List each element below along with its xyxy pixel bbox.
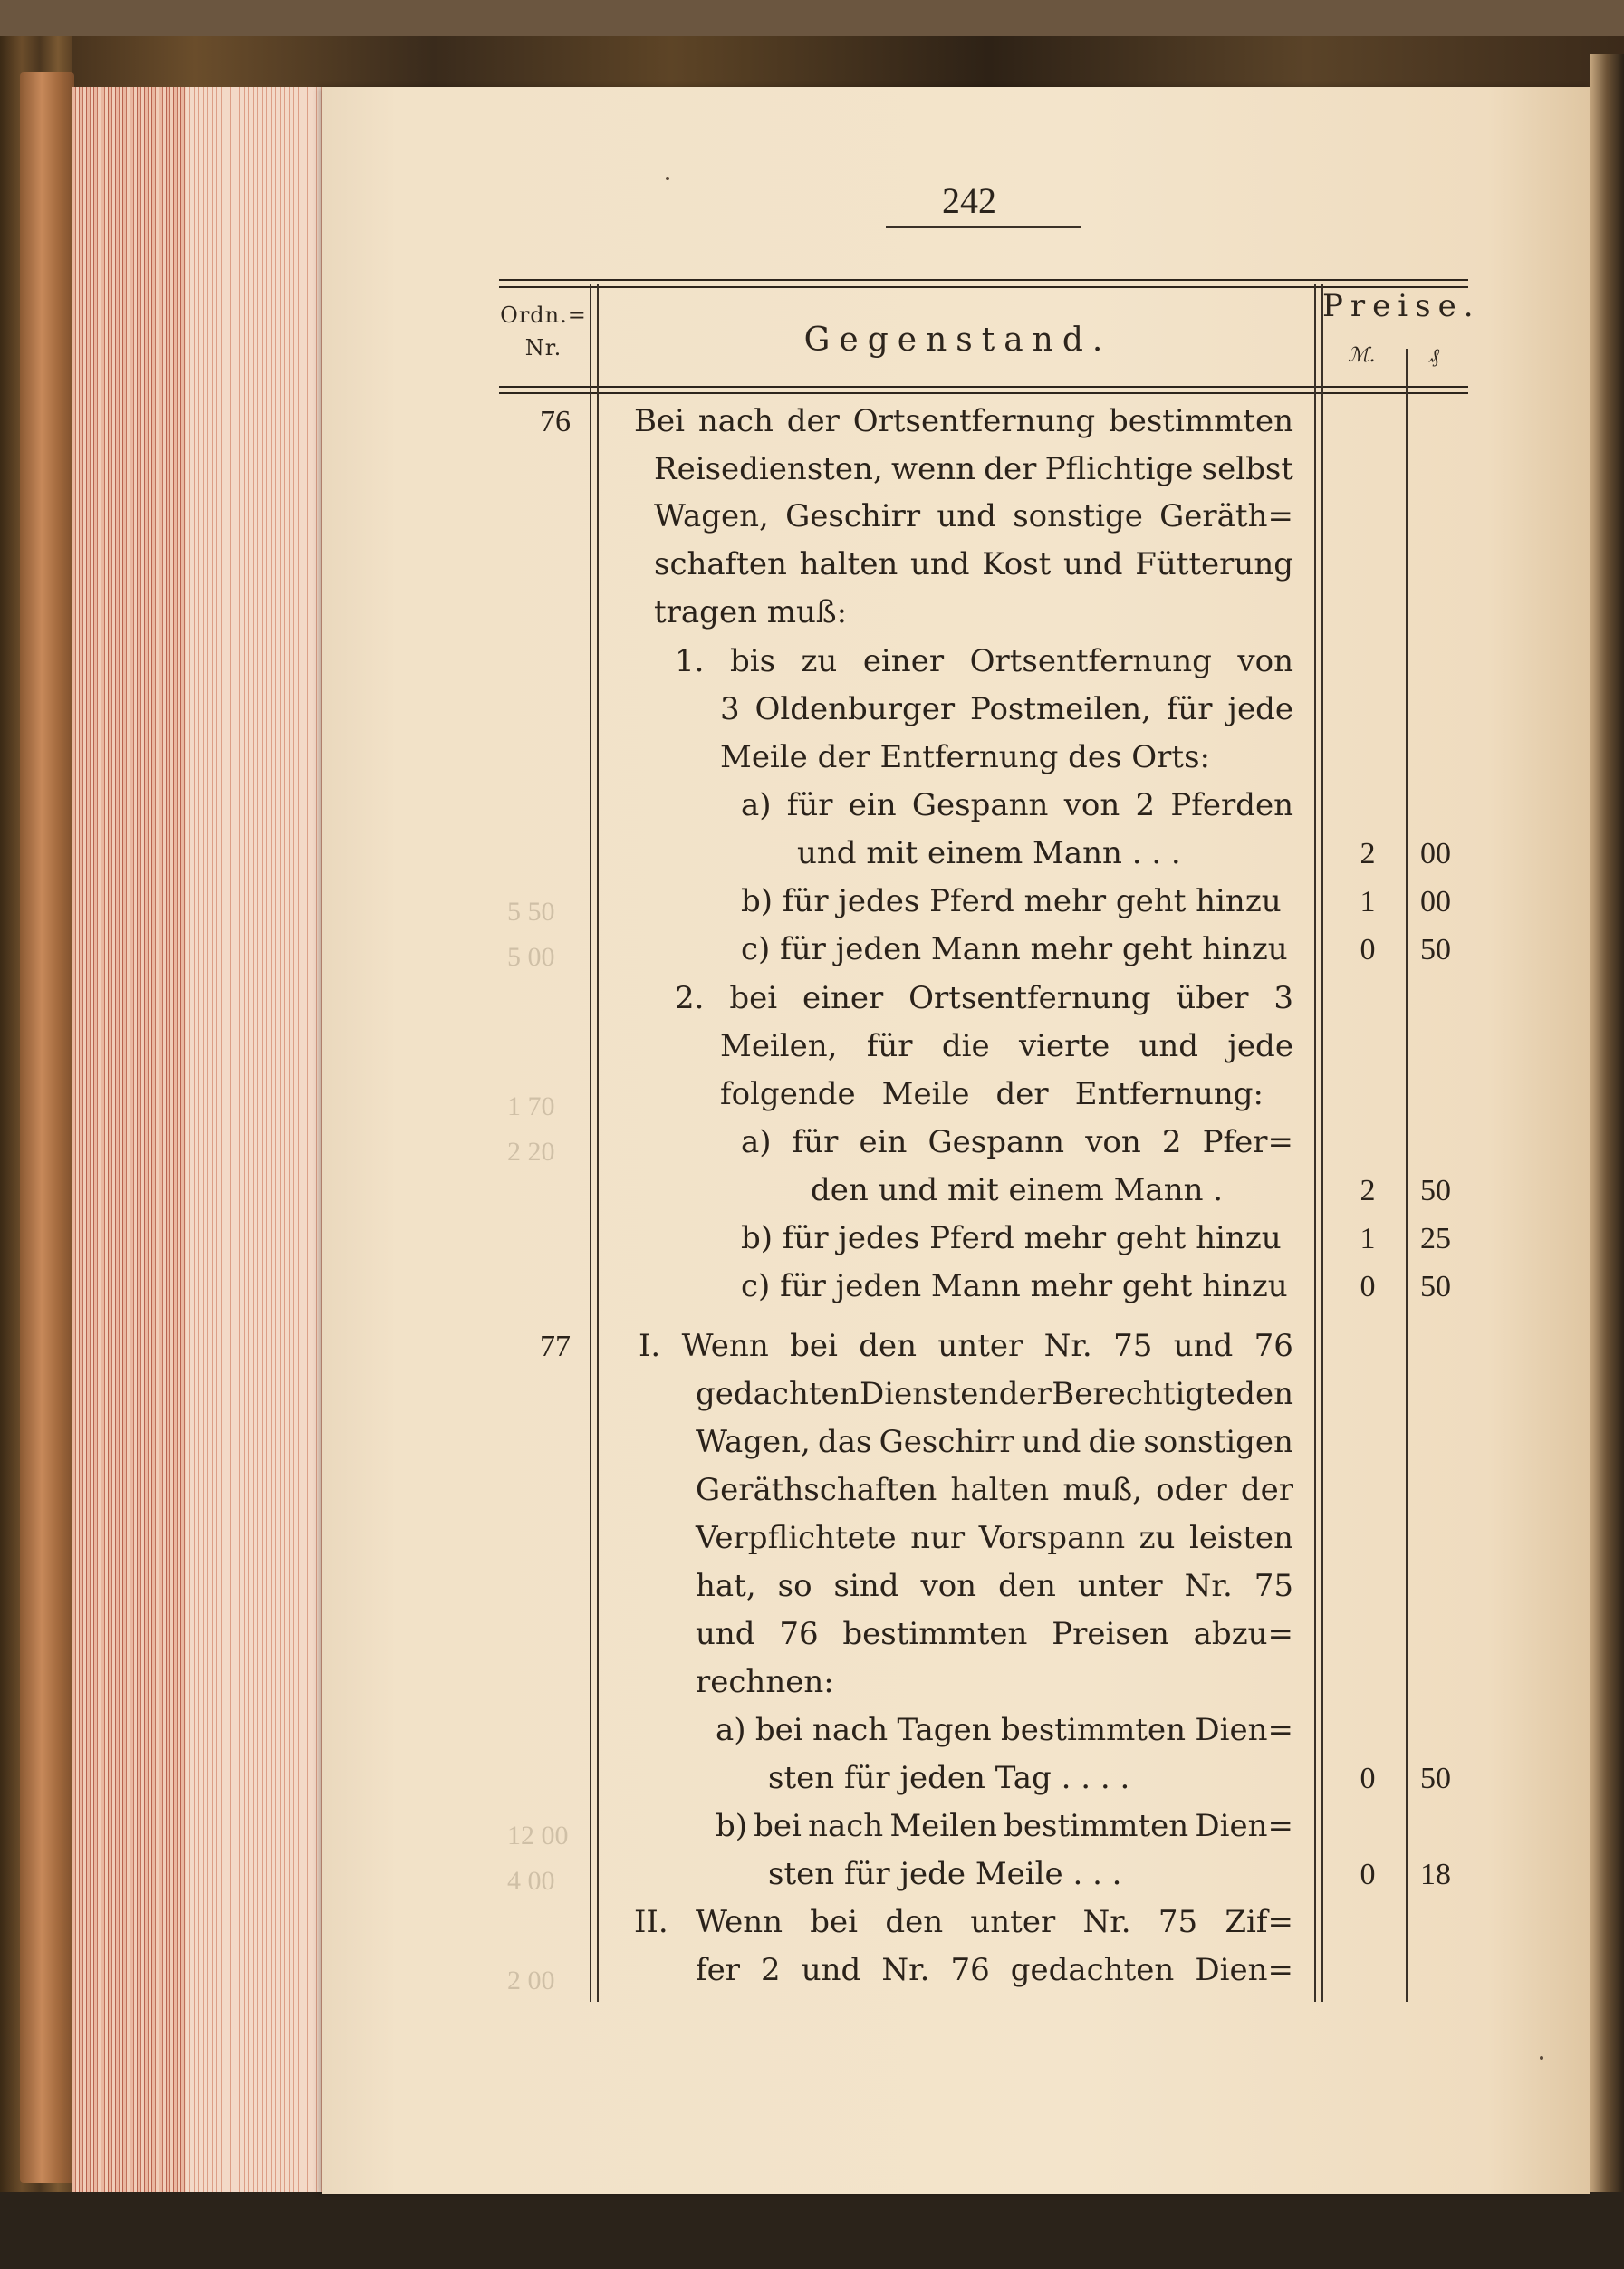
entry-76-item2-a-cont: den und mit einem Mann . bbox=[811, 1172, 1224, 1208]
entry-76-item2-c: c) für jeden Mann mehr geht hinzu bbox=[741, 1268, 1288, 1304]
entry-number-76: 76 bbox=[540, 405, 571, 438]
entry-number-77: 77 bbox=[540, 1330, 571, 1363]
header-ordn-nr bbox=[499, 299, 588, 364]
show-through: 5 00 bbox=[507, 942, 555, 972]
show-through: 2 20 bbox=[507, 1137, 555, 1167]
entry-77-line: Geräthschaften halten muß, oder der bbox=[696, 1472, 1293, 1508]
entry-77-line: und 76 bestimmten Preisen abzu= bbox=[696, 1616, 1293, 1652]
price-mark: 2 bbox=[1360, 1174, 1376, 1207]
header-pfennig: ₰ bbox=[1429, 345, 1439, 368]
price-pfennig: 50 bbox=[1420, 933, 1451, 966]
price-pfennig: 00 bbox=[1420, 885, 1451, 918]
entry-76-item1-line: 1. bis zu einer Ortsentfernung von bbox=[675, 643, 1293, 679]
entry-76-item1-b: b) für jedes Pferd mehr geht hinzu bbox=[741, 883, 1282, 919]
entry-77-line: Wagen, das Geschirr und die sonstigen bbox=[696, 1424, 1293, 1460]
show-through: 2 00 bbox=[507, 1966, 555, 1995]
entry-76-item1-a-cont: und mit einem Mann . . . bbox=[797, 835, 1181, 871]
price-mark: 0 bbox=[1360, 933, 1376, 966]
column-divider-ordn bbox=[590, 284, 599, 2002]
price-mark: 1 bbox=[1360, 885, 1376, 918]
entry-76-item2-line: folgende Meile der Entfernung: bbox=[720, 1076, 1264, 1112]
entry-77-line: Verpflichtete nur Vorspann zu leisten bbox=[696, 1520, 1293, 1556]
entry-76-item2-line: 2. bei einer Ortsentfernung über 3 bbox=[675, 980, 1293, 1016]
entry-77-line: rechnen: bbox=[696, 1664, 834, 1700]
show-through: 1 70 bbox=[507, 1091, 555, 1121]
entry-77-line: hat, so sind von den unter Nr. 75 bbox=[696, 1568, 1293, 1604]
book-right-edge bbox=[1590, 54, 1624, 2210]
entry-76-line: tragen muß: bbox=[654, 594, 848, 630]
entry-77-a: a) bei nach Tagen bestimmten Dien= bbox=[716, 1712, 1293, 1748]
book-bottom bbox=[0, 2192, 1624, 2269]
price-mark: 0 bbox=[1360, 1270, 1376, 1303]
entry-77-line: gedachten Diensten der Berechtigte den bbox=[696, 1376, 1293, 1412]
entry-77-b-cont: sten für jede Meile . . . bbox=[768, 1856, 1122, 1892]
entry-77-line: I. Wenn bei den unter Nr. 75 und 76 bbox=[639, 1328, 1293, 1364]
header-mark: ℳ. bbox=[1348, 344, 1376, 367]
show-through: 5 50 bbox=[507, 897, 555, 927]
entry-77-ii: II. Wenn bei den unter Nr. 75 Zif= bbox=[634, 1904, 1293, 1940]
entry-76-item2-line: Meilen, für die vierte und jede bbox=[720, 1028, 1293, 1064]
show-through: 12 00 bbox=[507, 1821, 569, 1851]
entry-76-line: Reisediensten, wenn der Pflichtige selbst bbox=[654, 451, 1293, 487]
price-pfennig: 25 bbox=[1420, 1222, 1451, 1255]
page-edges-inner bbox=[186, 87, 326, 2196]
column-divider-preise bbox=[1314, 284, 1323, 2002]
price-pfennig: 18 bbox=[1420, 1858, 1451, 1891]
entry-77-ii-cont: fer 2 und Nr. 76 gedachten Dien= bbox=[696, 1952, 1293, 1988]
entry-76-line: Wagen, Geschirr und sonstige Geräth= bbox=[654, 498, 1293, 534]
entry-76-item2-b: b) für jedes Pferd mehr geht hinzu bbox=[741, 1220, 1282, 1256]
entry-77-b: b) bei nach Meilen bestimmten Dien= bbox=[716, 1808, 1293, 1844]
entry-76-item2-a: a) für ein Gespann von 2 Pfer= bbox=[741, 1124, 1293, 1160]
price-mark: 2 bbox=[1360, 837, 1376, 870]
page-speck bbox=[666, 177, 669, 180]
header-ordn-line2: Nr. bbox=[524, 335, 562, 361]
price-pfennig: 50 bbox=[1420, 1174, 1451, 1207]
column-divider-pf bbox=[1406, 349, 1408, 2002]
page-speck bbox=[1540, 2056, 1543, 2060]
book-spine-leather bbox=[20, 72, 74, 2183]
price-mark: 1 bbox=[1360, 1222, 1376, 1255]
entry-76-item1-line: Meile der Entfernung des Orts: bbox=[720, 739, 1210, 775]
page-number: 242 bbox=[942, 180, 996, 221]
entry-76-item1-c: c) für jeden Mann mehr geht hinzu bbox=[741, 931, 1288, 967]
price-pfennig: 50 bbox=[1420, 1270, 1451, 1303]
page-number-rule bbox=[886, 226, 1081, 228]
header-ordn-line1: Ordn.= bbox=[500, 303, 587, 328]
entry-76-item1-a: a) für ein Gespann von 2 Pferden bbox=[741, 787, 1293, 823]
entry-76-line: schaften halten und Kost und Fütterung bbox=[654, 546, 1293, 582]
entry-76-item1-line: 3 Oldenburger Postmeilen, für jede bbox=[720, 691, 1293, 727]
price-mark: 0 bbox=[1360, 1762, 1376, 1795]
entry-76-line: Bei nach der Ortsentfernung bestimmten bbox=[634, 403, 1293, 439]
price-mark: 0 bbox=[1360, 1858, 1376, 1891]
entry-77-a-cont: sten für jeden Tag . . . . bbox=[768, 1760, 1130, 1796]
header-preise: Preise. bbox=[1322, 288, 1481, 324]
price-pfennig: 50 bbox=[1420, 1762, 1451, 1795]
show-through: 4 00 bbox=[507, 1866, 555, 1896]
price-pfennig: 00 bbox=[1420, 837, 1451, 870]
header-gegenstand: Gegenstand. bbox=[803, 322, 1112, 359]
